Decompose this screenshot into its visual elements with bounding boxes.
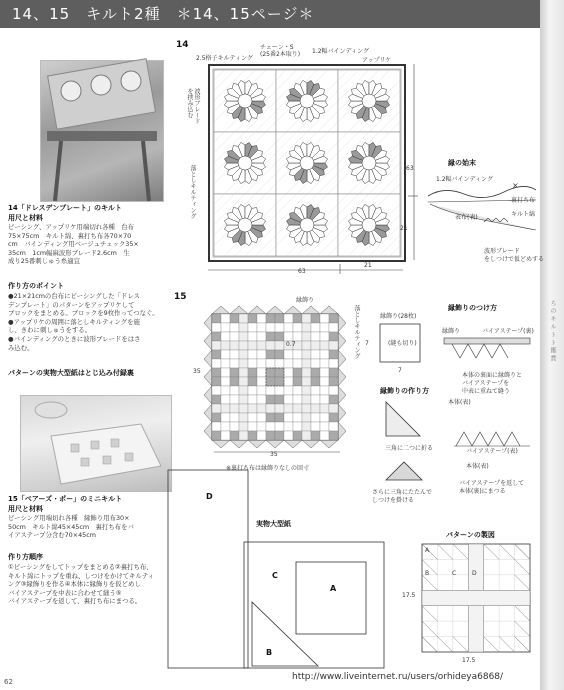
dresden-block — [214, 132, 276, 194]
diagram15-dim-35-side: 35 — [193, 368, 201, 375]
attach-bias-label: バイアステープ(裏) — [482, 328, 534, 335]
sec14-point-line: ●アップリケの周囲に落としキルティングを施 — [8, 317, 140, 326]
diagram14-dim-63-side: 63 — [406, 165, 414, 172]
edge-triangle — [204, 386, 212, 404]
gutter-text: ろ の キ ル ト ト 鑑 賞 — [549, 300, 556, 362]
edge-howto-step2: さらに三角にたたんで しつけを掛ける — [372, 489, 433, 504]
sec14-pattern-note: パターンの実物大型紙はとじ込み付録裏 — [8, 369, 134, 377]
quilt-14-photo — [40, 60, 164, 202]
sec14-materials-line: ピーシング、アップリケ用端切れ各種 台布 — [8, 223, 135, 231]
diagram14-number: 14 — [176, 40, 189, 50]
footer-url: http://www.liveinternet.ru/users/orhideya6868/ — [292, 672, 504, 682]
diagram15-inner-label: 0.7 — [286, 341, 296, 348]
diagram14-chain-label: チェーン・S (25番2本取り) — [260, 44, 301, 58]
edge-triangle — [204, 350, 212, 368]
edge-triangle — [338, 404, 346, 422]
sec15-subtitle: 用尺と材料 — [8, 505, 43, 513]
diagram15-drop-quilting-label: 落としキルティング — [353, 305, 360, 359]
diagram14-dim-21-side: 21 — [400, 225, 408, 232]
dresden-block — [276, 194, 338, 256]
attach-title: 縁飾りのつけ方 — [448, 304, 497, 312]
pattern-layout-dim-bottom: 17.5 — [462, 657, 476, 664]
pattern-label-d: D — [206, 492, 213, 501]
edge-triangle — [248, 306, 266, 314]
sec14-point-line: し、きわに刺しゅうをする。 — [8, 326, 92, 335]
dresden-block — [276, 132, 338, 194]
attach-edge-label: 縁飾り — [442, 328, 461, 335]
edge-triangle — [204, 404, 212, 422]
quilt-15-photo — [20, 395, 172, 492]
pattern-layout-c: C — [452, 570, 457, 577]
edge-triangle — [266, 306, 284, 314]
pattern-layout-title: パターンの製図 — [446, 531, 495, 539]
attach-body-front: 本体の裏面に縁飾りと バイアステープを 中表に重ねて縫う — [462, 372, 523, 395]
diagram14-applique-label: アップリケ — [362, 57, 392, 64]
edge-triangle — [212, 440, 230, 448]
dresden-block — [276, 70, 338, 132]
finish-backing-label: 裏打ち布 — [511, 197, 536, 204]
page-gutter — [540, 0, 564, 690]
dresden-block — [214, 194, 276, 256]
sec14-point-line: ブロックをまとめる。ブロックを9枚作ってつなぐ。 — [8, 309, 159, 318]
edge-triangle — [302, 440, 320, 448]
attach-return-note: バイアステープを返して 本体(裏)にまつる — [459, 480, 525, 495]
page-header — [0, 0, 548, 28]
sec14-points — [8, 292, 159, 352]
plan-sash — [422, 590, 530, 605]
edge-howto-fold1 — [384, 400, 424, 438]
pattern-layout-figure — [420, 542, 532, 654]
dresden-block — [338, 132, 400, 194]
diagram14-dim-63-bottom: 63 — [298, 268, 306, 275]
plate-center — [362, 156, 376, 170]
pattern-layout-d: D — [472, 570, 477, 577]
diagram15-quilt — [202, 304, 348, 450]
edge-piece-inner: (縫も切り) — [388, 340, 417, 347]
edge-piece-dim-top: 7 — [398, 367, 402, 374]
sec15-step-line: ①ピーシングをしてトップをまとめる②裏打ち布、 — [8, 563, 153, 571]
attach-figure-1 — [442, 334, 532, 364]
page-number: 62 — [4, 678, 13, 686]
sec14-materials-line: 75×75cm キルト綿、裏打ち布各70×70 — [8, 231, 132, 240]
sec15-materials-line: イアステープ分含む70×45cm — [8, 531, 96, 540]
pattern-layout-dim-side: 17.5 — [402, 592, 416, 599]
sec14-point-line: ●バインディングのときに波形ブレードをはさ — [8, 334, 141, 343]
edge-triangle — [302, 306, 320, 314]
edge-triangle — [248, 440, 266, 448]
edge-howto-title: 縁飾りの作り方 — [380, 387, 429, 395]
attach-body-label-2: 本体(表) — [466, 463, 489, 470]
pattern-layout-a: A — [425, 547, 430, 554]
svg-text:×: × — [512, 181, 519, 190]
pattern-pieces-title: 実物大型紙 — [256, 520, 291, 528]
edge-triangle — [204, 332, 212, 350]
attach-body-label: 本体(表) — [448, 399, 471, 406]
dresden-block — [214, 70, 276, 132]
edge-triangle — [338, 332, 346, 350]
sec15-step-line: バイアステープを返して、裏打ち布にまつる。 — [8, 597, 142, 606]
plate-center — [362, 94, 376, 108]
edge-triangle — [212, 306, 230, 314]
sec14-materials-line: cm バインディング用ベージュチェック35× — [8, 240, 139, 249]
edge-howto-step1: 三角に二つに折る — [385, 445, 434, 452]
sec15-materials-line: ピーシング用端切れ各種 縁飾り用布30× — [8, 514, 130, 522]
edge-triangle — [230, 440, 248, 448]
sec14-materials-line: 成り25番刺しゅう糸適宜 — [8, 257, 81, 266]
sec14-materials — [8, 223, 139, 266]
attach-bias-front: バイアステープ(表) — [466, 448, 518, 455]
edge-piece-title: 縁飾り(28枚) — [380, 313, 417, 320]
edge-triangle — [338, 368, 346, 386]
header-title: 14、15 キルト2種 ＊14、15ページ＊ — [12, 5, 315, 23]
diagram15-edge-label: 縁飾り — [296, 297, 315, 304]
finish-batting-label: キルト綿 — [511, 211, 535, 218]
edge-triangle — [284, 306, 302, 314]
sec14-materials-line: 35cm 1cm幅麻波形ブレード2.6cm 生 — [8, 248, 130, 257]
sec14-title: 14「ドレスデンプレート」のキルト — [8, 204, 122, 212]
diagram14-quilt — [208, 64, 406, 262]
sec15-step-line: バイアステープを中表に合わせて縫う⑤ — [8, 588, 122, 597]
plate-center — [300, 218, 314, 232]
quilt-15-photo-art — [21, 396, 171, 491]
edge-triangle — [338, 314, 346, 332]
edge-triangle — [204, 314, 212, 332]
diagram14-binding-label: 1.2幅バインディング — [312, 48, 369, 55]
plate-center — [238, 218, 252, 232]
plate-center — [238, 156, 252, 170]
quilt-14-photo-art — [41, 61, 163, 201]
pattern-piece-a — [296, 562, 366, 634]
pattern-label-a: A — [330, 584, 337, 593]
edge-triangle — [204, 368, 212, 386]
sec14-point-line: ●21×21cmの台布にピーシングした「ドレス — [8, 292, 140, 300]
edge-piece-dim-side: 7 — [365, 340, 369, 347]
sec14-point-line: み込む。 — [8, 343, 34, 352]
diagram14-dim-21-bottom: 21 — [364, 262, 372, 269]
pattern-label-b: B — [266, 648, 273, 657]
edge-triangle — [320, 440, 338, 448]
plate-center — [362, 218, 376, 232]
diagram14-drop-quilting-label: 落としキルティング — [189, 165, 196, 219]
sec14-point-line: デンプレート」のパターンをアップリケして — [8, 300, 135, 309]
finish-top-label: 表布(表) — [455, 214, 478, 221]
finish-blade-label: 波形ブレード をしつけで仮どめする — [484, 248, 545, 263]
plate-center — [238, 94, 252, 108]
edge-triangle — [266, 440, 284, 448]
finish-binding-label: 1.2幅バインディング — [436, 176, 493, 183]
pattern-layout-b: B — [425, 570, 430, 577]
dresden-block — [338, 70, 400, 132]
sec15-materials-line: 50cm キルト綿45×45cm 裏打ち布をバ — [8, 522, 134, 531]
sec15-step-line: キルト綿にトップを重ね、しつけをかけてキルティ — [8, 571, 155, 580]
diagram15-note: ※裏打ち布は縁飾りなしの回寸 — [226, 465, 310, 472]
diagram14-kilting-label: 2.5格子キルティング — [196, 55, 253, 62]
edge-triangle — [204, 422, 212, 440]
edge-triangle — [338, 350, 346, 368]
sec15-step-line: ング③縁飾りを作る④本体に縁飾りを仮どめし — [8, 580, 141, 589]
edge-triangle — [230, 306, 248, 314]
edge-triangle — [338, 422, 346, 440]
edge-triangle — [338, 386, 346, 404]
sec15-steps-title: 作り方順序 — [8, 553, 43, 561]
diagram15-number: 15 — [174, 292, 187, 302]
pattern-pieces — [166, 470, 398, 670]
edge-triangle — [284, 440, 302, 448]
sec14-subtitle: 用尺と材料 — [8, 214, 43, 222]
plate-center — [300, 94, 314, 108]
edge-triangle — [320, 306, 338, 314]
sec14-points-title: 作り方のポイント — [8, 282, 64, 290]
sec15-title: 15「ベアーズ・ポー」のミニキルト — [8, 495, 123, 503]
pattern-label-c: C — [272, 571, 278, 580]
dresden-block — [338, 194, 400, 256]
sec15-materials — [8, 514, 134, 540]
diagram15-dim-35-bottom: 35 — [270, 451, 278, 458]
diagram14-dim-side — [408, 62, 420, 262]
sec15-steps — [8, 563, 154, 606]
finish-title: 縁の始末 — [448, 159, 476, 167]
plate-center — [300, 156, 314, 170]
diagram14-blade-label: 波形ブレード を挟み込む — [186, 88, 200, 124]
